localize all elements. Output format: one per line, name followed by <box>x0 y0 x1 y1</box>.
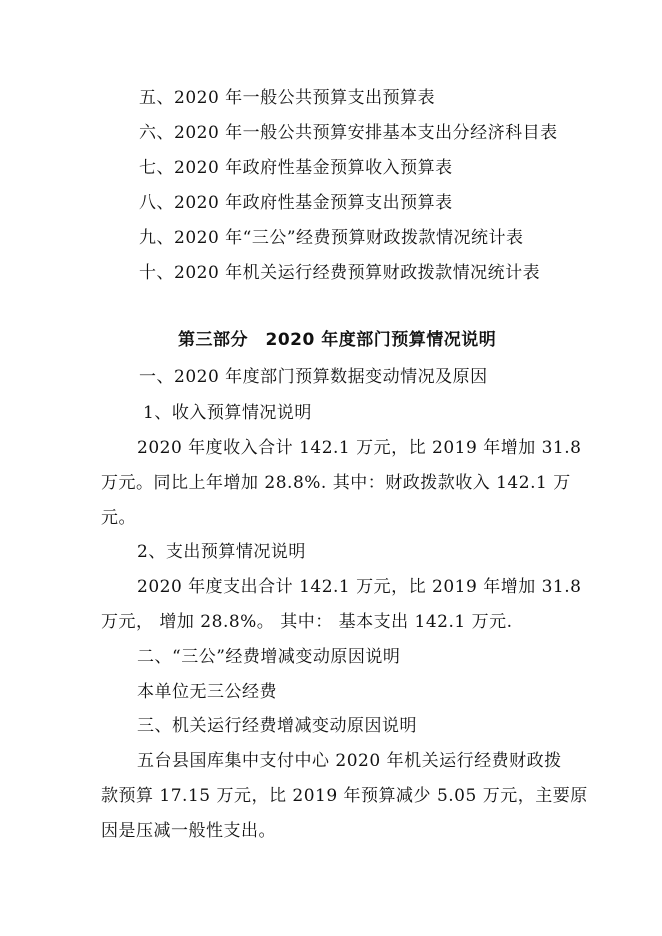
toc-item-5: 五、2020 年一般公共预算支出预算表 <box>139 88 436 108</box>
section1-1-paragraph-line3: 元。 <box>101 508 136 528</box>
section3-paragraph-line2: 款预算 17.15 万元，比 2019 年预算减少 5.05 万元，主要原 <box>101 786 588 806</box>
section2-text: 本单位无三公经费 <box>137 682 277 702</box>
section1-2-paragraph-line1: 2020 年度支出合计 142.1 万元，比 2019 年增加 31.8 <box>137 577 582 597</box>
section3-paragraph-line1: 五台县国库集中支付中心 2020 年机关运行经费财政拨 <box>137 751 562 771</box>
section3-paragraph-line3: 因是压减一般性支出。 <box>101 821 276 841</box>
section1-1-paragraph-line2: 万元。同比上年增加 28.8%. 其中：财政拨款收入 142.1 万 <box>101 473 571 493</box>
section2-heading: 二、“三公”经费增减变动原因说明 <box>137 647 401 667</box>
section1-2-heading: 2、支出预算情况说明 <box>137 542 306 562</box>
section1-1-heading: 1、收入预算情况说明 <box>143 403 312 423</box>
section3-heading: 三、机关运行经费增减变动原因说明 <box>137 716 417 736</box>
section1-heading: 一、2020 年度部门预算数据变动情况及原因 <box>139 367 488 387</box>
toc-item-7: 七、2020 年政府性基金预算收入预算表 <box>139 158 453 178</box>
toc-item-6: 六、2020 年一般公共预算安排基本支出分经济科目表 <box>139 123 558 143</box>
toc-item-8: 八、2020 年政府性基金预算支出预算表 <box>139 193 453 213</box>
part3-title: 第三部分 2020 年度部门预算情况说明 <box>178 330 497 350</box>
section1-1-paragraph-line1: 2020 年度收入合计 142.1 万元，比 2019 年增加 31.8 <box>137 438 582 458</box>
toc-item-10: 十、2020 年机关运行经费预算财政拨款情况统计表 <box>139 263 541 283</box>
toc-item-9: 九、2020 年“三公”经费预算财政拨款情况统计表 <box>139 228 524 248</box>
section1-2-paragraph-line2: 万元， 增加 28.8%。 其中： 基本支出 142.1 万元. <box>101 612 513 632</box>
